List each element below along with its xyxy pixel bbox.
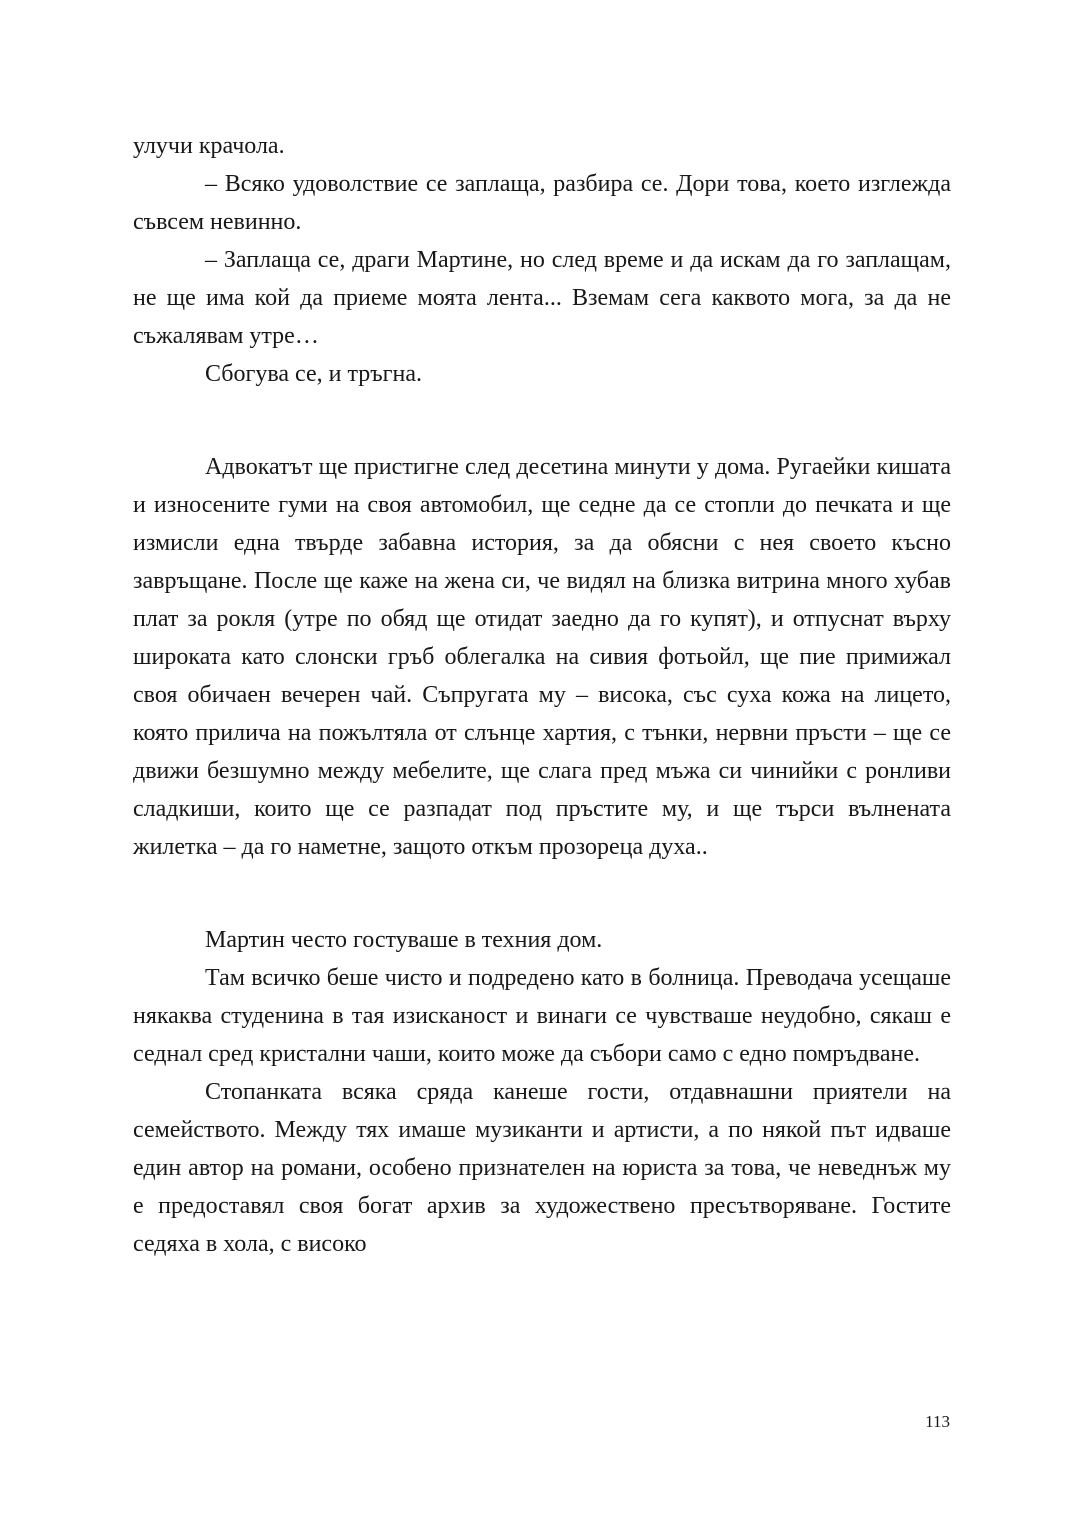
paragraph: Мартин често гостуваше в техния дом. bbox=[205, 927, 603, 953]
paragraph: – Всяко удоволствие се заплаща, разбира се. Дори това, което изглежда съвсем невинно. bbox=[133, 171, 951, 235]
paragraph: Адвокатът ще пристигне след десетина минути у дома. Ругаейки кишата и износените гуми на своя автомобил, ще седне да се стопли до печката и ще измисли една твърде забавна история, за да обясни с нея своето късно завръщане. После ще каже на жена си, че видял на близка витрина много хубав плат за рокля (утре по обяд ще отидат заедно да го купят), и отпуснат върху широката като слонски гръб облегалка на сивия фотьойл, ще пие примижал своя обичаен вечерен чай. Съпругата му – висока, със суха кожа на лицето, която прилича на пожълтяла от слънце хартия, с тънки, нервни пръсти – ще се движи безшумно между мебелите, ще слага пред мъжа си чинийки с ронливи сладкиши, които ще се разпадат под пръстите му, и ще търси вълнената жилетка – да го наметне, защото откъм прозореца духа.. bbox=[133, 454, 951, 860]
paragraph: Там всичко беше чисто и подредено като в болница. Преводача усещаше някаква студенина в тая изисканост и винаги се чувстваше неудобно, сякаш е седнал сред кристални чаши, които може да събори само с едно помръдване. bbox=[133, 965, 951, 1067]
page-text bbox=[133, 127, 951, 1263]
paragraph: Стопанката всяка сряда канеше гости, отдавнашни приятели на семейството. Между тях имаше музиканти и артисти, а по някой път идваше един автор на романи, особено признателен на юриста за това, че неведнъж му е предоставял своя богат архив за художествено пресътворяване. Гостите седяха в хола, с високо bbox=[133, 1079, 951, 1257]
paragraph: улучи крачола. bbox=[133, 133, 285, 159]
page-number: 113 bbox=[925, 1412, 950, 1431]
paragraph: Сбогува се, и тръгна. bbox=[205, 361, 422, 387]
paragraph: – Заплаща се, драги Мартине, но след време и да искам да го заплащам, не ще има кой да приеме моята лента... Вземам сега каквото мога, за да не съжалявам утре… bbox=[133, 247, 951, 349]
